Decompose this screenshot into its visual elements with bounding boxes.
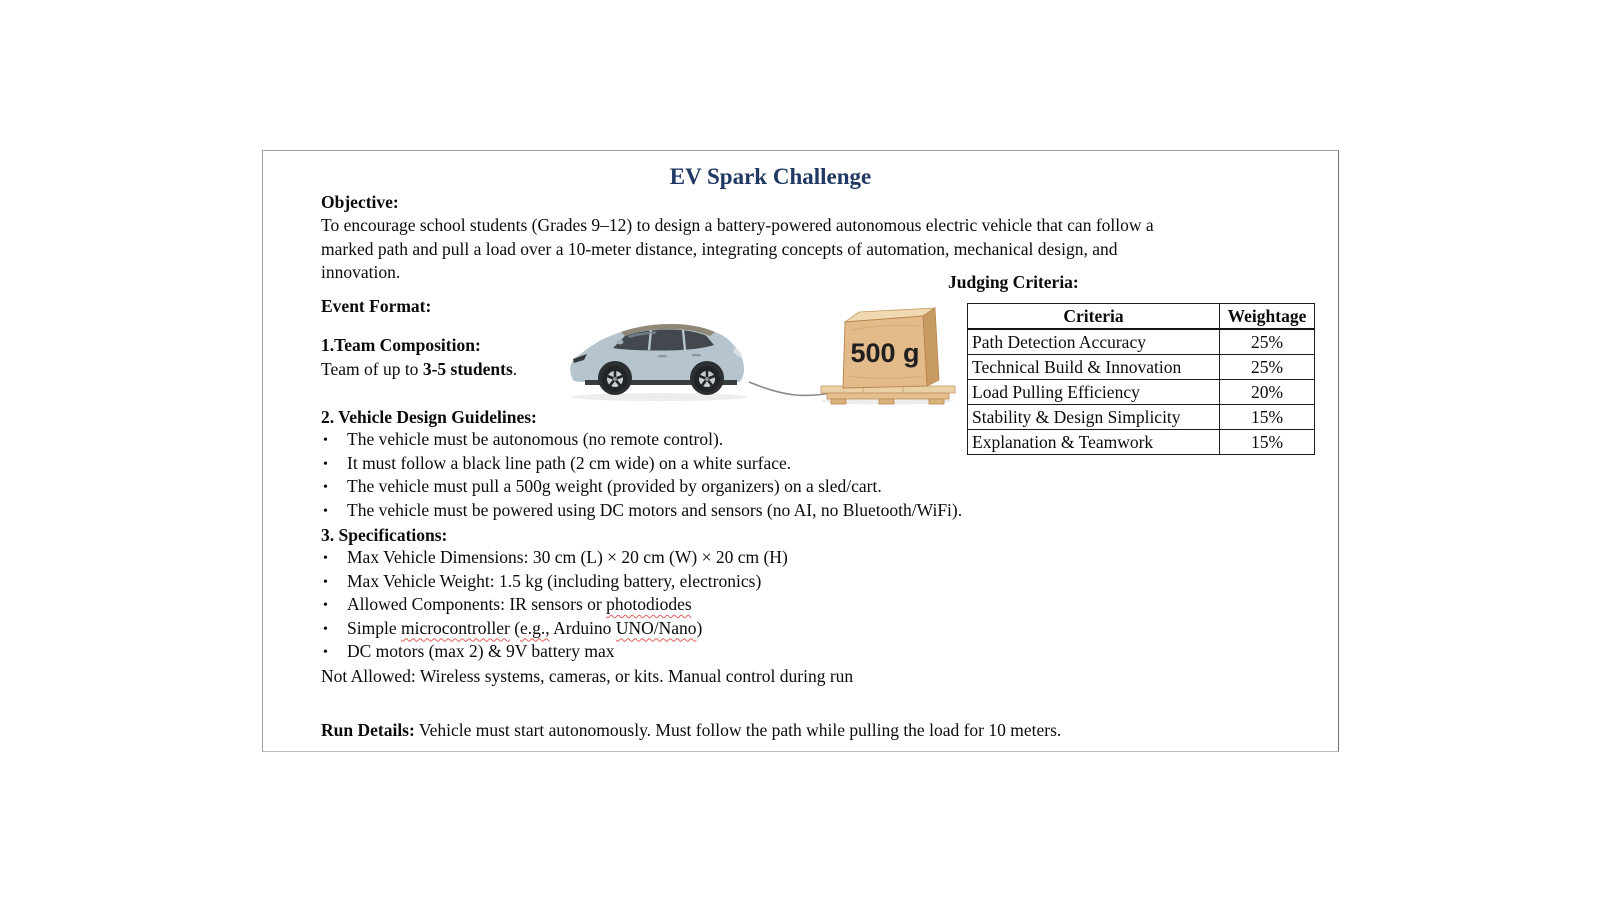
load-box-illustration <box>843 308 939 388</box>
guideline-bullet-item <box>321 428 962 452</box>
specification-segment: photodiodes <box>606 594 692 614</box>
guideline-segment: The vehicle must be autonomous (no remote control). <box>347 429 724 449</box>
guideline-segment: It must follow a black line path (2 cm wide) on a white surface. <box>347 452 792 473</box>
team-composition-heading: 1.Team Composition: <box>321 335 481 355</box>
objective-line: innovation. <box>321 262 401 282</box>
run-details-text <box>321 719 1061 743</box>
specification-bullet-item <box>321 640 788 664</box>
objective-line: To encourage school students (Grades 9–12) to design a battery-powered autonomous electric vehicle that can follow a <box>321 215 1154 235</box>
bullet-icon: • <box>323 433 328 448</box>
guideline-segment: The vehicle must pull a 500g weight (provided by organizers) on a sled/cart. <box>347 476 882 496</box>
bullet-icon: • <box>323 503 328 519</box>
table-row <box>968 329 1315 355</box>
specification-segment: Max Vehicle Dimensions: 30 cm (L) × 20 cm (W) × 20 cm (H) <box>347 547 788 567</box>
judging-criteria-heading: Judging Criteria: <box>948 272 1079 292</box>
team-composition-text <box>321 358 517 382</box>
specification-segment: ( <box>509 617 521 638</box>
specification-bullet-item <box>321 570 788 594</box>
specification-segment: Arduino <box>549 617 616 638</box>
specification-bullet-item <box>321 617 788 641</box>
specification-segment: Simple <box>347 617 401 638</box>
weightage-cell: 25% <box>1220 355 1315 380</box>
objective-heading: Objective: <box>321 192 399 212</box>
criteria-cell: Path Detection Accuracy <box>968 329 1220 355</box>
specification-segment: UNO/Nano <box>615 617 697 638</box>
objective-line: marked path and pull a load over a 10-meter distance, integrating concepts of automation, mechanical design, and <box>321 238 1118 259</box>
toy-car-side-view-icon <box>563 306 963 406</box>
weightage-cell: 25% <box>1220 329 1315 355</box>
judging-criteria-table <box>967 303 1315 455</box>
load-box-label: 500 g <box>850 338 920 368</box>
bullet-icon: • <box>323 574 328 590</box>
table-header-criteria: Criteria <box>968 304 1220 330</box>
tow-string-icon <box>749 382 831 395</box>
specification-segment: Max Vehicle Weight: 1.5 kg (including battery, electronics) <box>347 570 762 591</box>
weightage-cell: 15% <box>1220 430 1315 455</box>
bullet-icon: • <box>323 456 328 472</box>
specification-segment: DC motors (max 2) & 9V battery max <box>347 641 615 661</box>
team-composition-segment: Team of up to <box>321 359 423 379</box>
run-details-segment: Run Details: <box>321 720 415 740</box>
wooden-sled-icon <box>821 386 955 404</box>
page-title: EV Spark Challenge <box>669 164 872 189</box>
guidelines-heading: 2. Vehicle Design Guidelines: <box>321 407 537 427</box>
bullet-icon: • <box>323 645 328 660</box>
guideline-segment: The vehicle must be powered using DC motors and sensors (no AI, no Bluetooth/WiFi). <box>347 499 963 520</box>
team-composition-segment: . <box>512 359 518 379</box>
specification-segment: Allowed Components: IR sensors or <box>347 594 607 614</box>
table-row <box>968 430 1315 455</box>
vehicle-pulling-load-figure <box>563 306 963 406</box>
table-row <box>968 380 1315 405</box>
bullet-icon: • <box>323 598 328 613</box>
table-row <box>968 355 1315 380</box>
criteria-cell: Load Pulling Efficiency <box>968 380 1220 405</box>
run-details-segment: Vehicle must start autonomously. Must follow the path while pulling the load for 10 meters. <box>414 720 1062 740</box>
not-allowed-text: Not Allowed: Wireless systems, cameras, or kits. Manual control during run <box>321 666 854 686</box>
specifications-list <box>321 546 788 664</box>
document-page[interactable] <box>262 150 1339 752</box>
criteria-cell: Technical Build & Innovation <box>968 355 1220 380</box>
rear-wheel-icon <box>694 366 720 392</box>
criteria-cell: Stability & Design Simplicity <box>968 405 1220 430</box>
specification-bullet-item <box>321 546 788 570</box>
specifications-heading: 3. Specifications: <box>321 525 448 545</box>
event-format-heading: Event Format: <box>321 296 432 316</box>
guideline-bullet-item <box>321 475 962 499</box>
weightage-cell: 15% <box>1220 405 1315 430</box>
bullet-icon: • <box>323 551 328 566</box>
judging-table-header <box>968 304 1315 330</box>
specification-bullet-item <box>321 593 788 617</box>
specification-segment: microcontroller <box>400 617 510 638</box>
team-composition-segment: 3-5 students <box>422 359 513 379</box>
bullet-icon: • <box>323 621 328 637</box>
weightage-cell: 20% <box>1220 380 1315 405</box>
front-wheel-icon <box>602 366 628 392</box>
guideline-bullet-item <box>321 452 962 476</box>
guideline-bullet-item <box>321 499 962 523</box>
specification-segment: e.g., <box>520 617 550 638</box>
table-row <box>968 405 1315 430</box>
guidelines-list <box>321 428 962 522</box>
table-header-weightage: Weightage <box>1220 304 1315 330</box>
criteria-cell: Explanation & Teamwork <box>968 430 1220 455</box>
bullet-icon: • <box>323 480 328 495</box>
specification-segment: ) <box>696 617 703 638</box>
